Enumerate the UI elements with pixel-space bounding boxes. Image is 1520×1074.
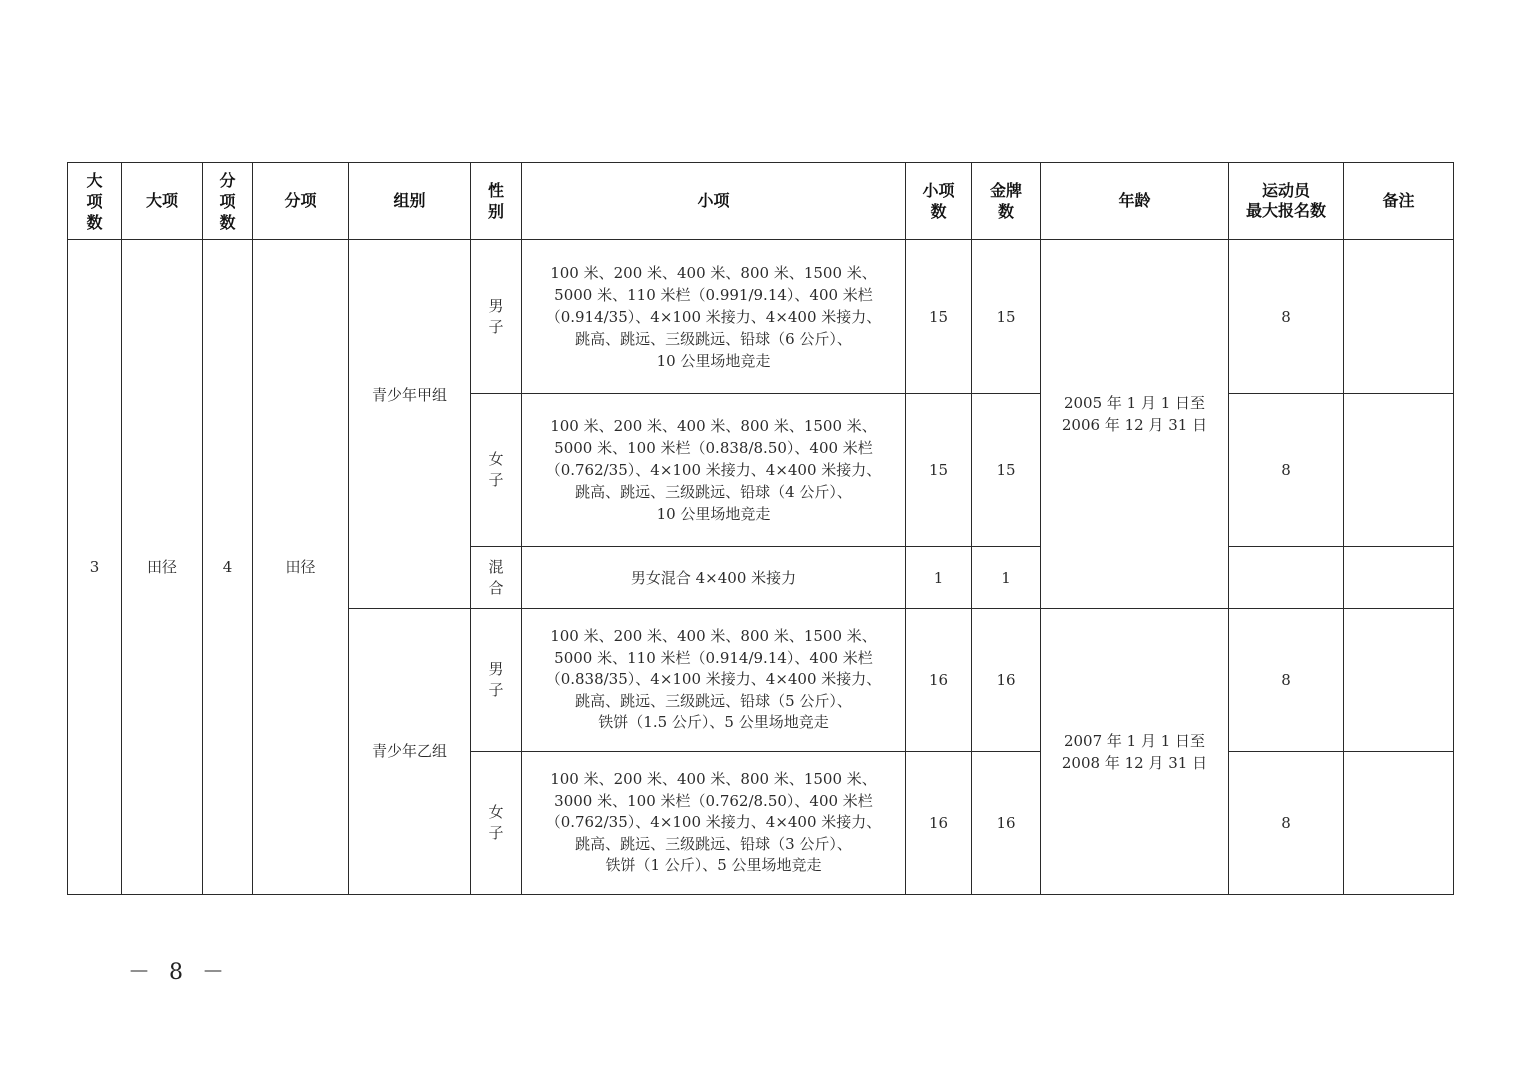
group-cell: 青少年乙组	[349, 609, 471, 895]
header-major: 大项	[122, 163, 203, 240]
medal-count-cell: 15	[972, 240, 1041, 394]
event-count-cell: 16	[906, 609, 972, 752]
remarks-cell	[1344, 609, 1454, 752]
max-entries-cell	[1229, 547, 1344, 609]
events-table	[67, 162, 1454, 895]
sub-count-cell: 4	[203, 240, 253, 895]
header-age: 年龄	[1041, 163, 1229, 240]
max-entries-cell: 8	[1229, 394, 1344, 547]
medal-count-cell: 1	[972, 547, 1041, 609]
remarks-cell	[1344, 547, 1454, 609]
event-count-cell: 15	[906, 394, 972, 547]
header-sub: 分项	[253, 163, 349, 240]
medal-count-cell: 16	[972, 752, 1041, 895]
events-cell: 100 米、200 米、400 米、800 米、1500 米、 5000 米、110 米栏（0.914/9.14）、400 米栏 （0.838/35）、4×100 米接力、4×400 米接力、 跳高、跳远、三级跳远、铅球（5 公斤）、 铁饼（1.5 公斤）、5 公里场地竞走	[522, 609, 906, 752]
medal-count-cell: 15	[972, 394, 1041, 547]
header-row	[68, 163, 1454, 240]
event-count-cell: 1	[906, 547, 972, 609]
age-cell: 2007 年 1 月 1 日至 2008 年 12 月 31 日	[1041, 609, 1229, 895]
remarks-cell	[1344, 752, 1454, 895]
header-event-count: 小项数	[906, 163, 972, 240]
max-entries-cell: 8	[1229, 609, 1344, 752]
events-cell: 男女混合 4×400 米接力	[522, 547, 906, 609]
age-cell: 2005 年 1 月 1 日至 2006 年 12 月 31 日	[1041, 240, 1229, 609]
header-medal-count: 金牌数	[972, 163, 1041, 240]
header-gender: 性别	[471, 163, 522, 240]
gender-cell: 女子	[471, 752, 522, 895]
events-cell: 100 米、200 米、400 米、800 米、1500 米、 5000 米、100 米栏（0.838/8.50）、400 米栏 （0.762/35）、4×100 米接力、4×400 米接力、 跳高、跳远、三级跳远、铅球（4 公斤）、 10 公里场地竞走	[522, 394, 906, 547]
event-count-cell: 15	[906, 240, 972, 394]
major-cell: 田径	[122, 240, 203, 895]
event-count-cell: 16	[906, 752, 972, 895]
max-entries-cell: 8	[1229, 752, 1344, 895]
gender-cell: 男子	[471, 240, 522, 394]
header-events: 小项	[522, 163, 906, 240]
events-cell: 100 米、200 米、400 米、800 米、1500 米、 3000 米、100 米栏（0.762/8.50）、400 米栏 （0.762/35）、4×100 米接力、4×400 米接力、 跳高、跳远、三级跳远、铅球（3 公斤）、 铁饼（1 公斤）、5 公里场地竞走	[522, 752, 906, 895]
table-row	[68, 240, 1454, 394]
header-sub-count: 分项数	[203, 163, 253, 240]
gender-cell: 混合	[471, 547, 522, 609]
medal-count-cell: 16	[972, 609, 1041, 752]
header-max-entries: 运动员 最大报名数	[1229, 163, 1344, 240]
sub-cell: 田径	[253, 240, 349, 895]
header-remarks: 备注	[1344, 163, 1454, 240]
header-group: 组别	[349, 163, 471, 240]
gender-cell: 女子	[471, 394, 522, 547]
major-count-cell: 3	[68, 240, 122, 895]
remarks-cell	[1344, 394, 1454, 547]
header-major-count: 大项数	[68, 163, 122, 240]
events-cell: 100 米、200 米、400 米、800 米、1500 米、 5000 米、110 米栏（0.991/9.14）、400 米栏 （0.914/35）、4×100 米接力、4×400 米接力、 跳高、跳远、三级跳远、铅球（6 公斤）、 10 公里场地竞走	[522, 240, 906, 394]
group-cell: 青少年甲组	[349, 240, 471, 609]
page-number: － 8 －	[128, 960, 230, 985]
gender-cell: 男子	[471, 609, 522, 752]
remarks-cell	[1344, 240, 1454, 394]
max-entries-cell: 8	[1229, 240, 1344, 394]
